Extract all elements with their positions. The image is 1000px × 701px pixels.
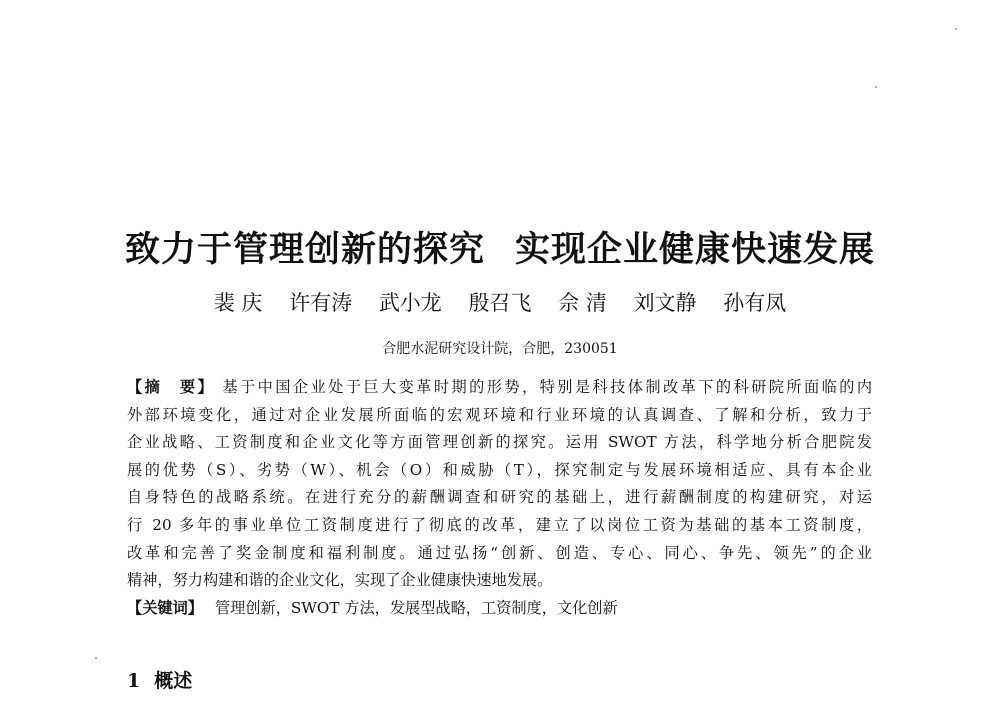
abstract-line: 外部环境变化，通过对企业发展所面临的宏观环境和行业环境的认真调查、了解和分析，致力于 bbox=[127, 405, 872, 424]
author: 殷召飞 bbox=[468, 291, 532, 315]
author: 佘 清 bbox=[558, 291, 607, 315]
affiliation: 合肥水泥研究设计院，合肥，230051 bbox=[382, 341, 618, 357]
scan-speck bbox=[875, 86, 877, 88]
author: 孙有凤 bbox=[723, 291, 787, 315]
abstract-line: 自身特色的战略系统。在进行充分的薪酬调查和研究的基础上，进行薪酬制度的构建研究，对运 bbox=[127, 488, 872, 507]
abstract-line: 精神，努力构建和谐的企业文化，实现了企业健康快速地发展。 bbox=[127, 571, 553, 590]
scan-speck bbox=[95, 657, 97, 659]
author-list bbox=[0, 287, 1000, 317]
author: 裴 庆 bbox=[213, 291, 263, 315]
keywords-label: 【关键词】 bbox=[127, 599, 203, 617]
abstract bbox=[127, 374, 872, 595]
paper-title bbox=[0, 222, 1000, 272]
scan-speck bbox=[955, 28, 957, 30]
abstract-line: 【摘 要】 基于中国企业处于巨大变革时期的形势，特别是科技体制改革下的科研院所面临的内 bbox=[127, 378, 872, 396]
abstract-line: 企业战略、工资制度和企业文化等方面管理创新的探究。运用 SWOT 方法，科学地分析合肥院发 bbox=[127, 433, 872, 452]
keywords-text: 管理创新，SWOT 方法，发展型战略，工资制度，文化创新 bbox=[214, 599, 618, 617]
section-number: 1 bbox=[127, 670, 141, 692]
author: 刘文静 bbox=[633, 291, 697, 315]
author: 武小龙 bbox=[378, 291, 442, 315]
abstract-label: 【摘 要】 bbox=[127, 378, 216, 396]
section-heading bbox=[127, 666, 192, 693]
title-part-1: 致力于管理创新的探究 bbox=[124, 229, 485, 270]
keywords bbox=[127, 597, 618, 618]
section-title: 概述 bbox=[154, 670, 193, 692]
author: 许有涛 bbox=[289, 291, 353, 315]
abstract-line: 改革和完善了奖金制度和福利制度。通过弘扬“创新、创造、专心、同心、争先、领先”的企业 bbox=[127, 543, 872, 562]
abstract-line: 展的优势（S）、劣势（W）、机会（O）和威胁（T），探究制定与发展环境相适应、具有本企业 bbox=[127, 460, 872, 479]
abstract-line: 行 20 多年的事业单位工资制度进行了彻底的改革，建立了以岗位工资为基础的基本工资制度， bbox=[127, 515, 872, 534]
title-part-2: 实现企业健康快速发展 bbox=[515, 229, 876, 270]
